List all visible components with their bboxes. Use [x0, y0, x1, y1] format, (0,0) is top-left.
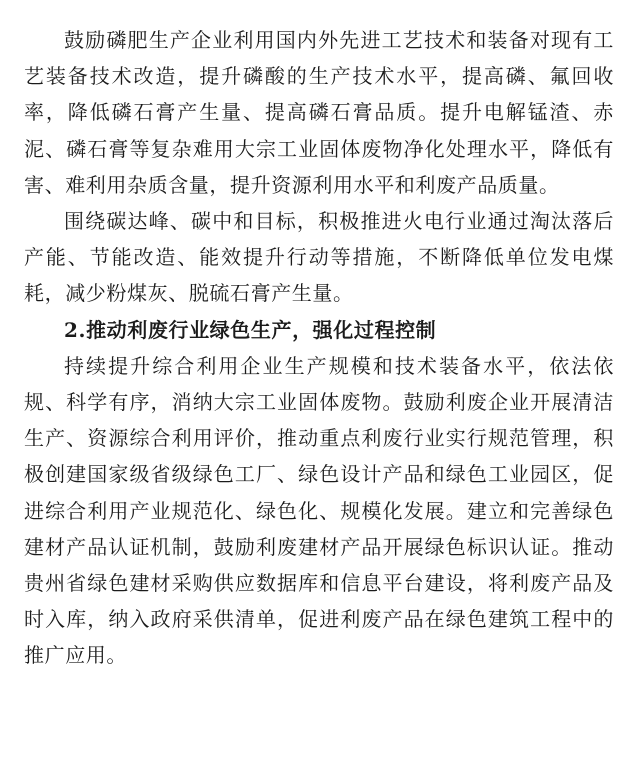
paragraph-phosphate-fertilizer: 鼓励磷肥生产企业利用国内外先进工艺技术和装备对现有工艺装备技术改造，提升磷酸的生产技术水平，提高磷、氟回收率，降低磷石膏产生量、提高磷石膏品质。提升电解锰渣、赤泥、磷石膏等复杂难用大宗工业固体废物净化处理水平，降低有害、难利用杂质含量，提升资源利用水平和利废产品质量。 [24, 28, 614, 197]
paragraph-thermal-power: 围绕碳达峰、碳中和目标，积极推进火电行业通过淘汰落后产能、节能改造、能效提升行动等措施，不断降低单位发电煤耗，减少粉煤灰、脱硫石膏产生量。 [24, 209, 614, 306]
section-heading: 2.推动利废行业绿色生产，强化过程控制 [64, 317, 437, 342]
paragraph-green-production: 持续提升综合利用企业生产规模和技术装备水平，依法依规、科学有序，消纳大宗工业固体废物。鼓励利废企业开展清洁生产、资源综合利用评价，推动重点利废行业实行规范管理，积极创建国家级省级绿色工厂、绿色设计产品和绿色工业园区，促进综合利用产业规范化、绿色化、规模化发展。建立和完善绿色建材产品认证机制，鼓励利废建材产品开展绿色标识认证。推动贵州省绿色建材采购供应数据库和信息平台建设，将利废产品及时入库，纳入政府采供清单，促进利废产品在绿色建筑工程中的推广应用。 [24, 353, 614, 668]
